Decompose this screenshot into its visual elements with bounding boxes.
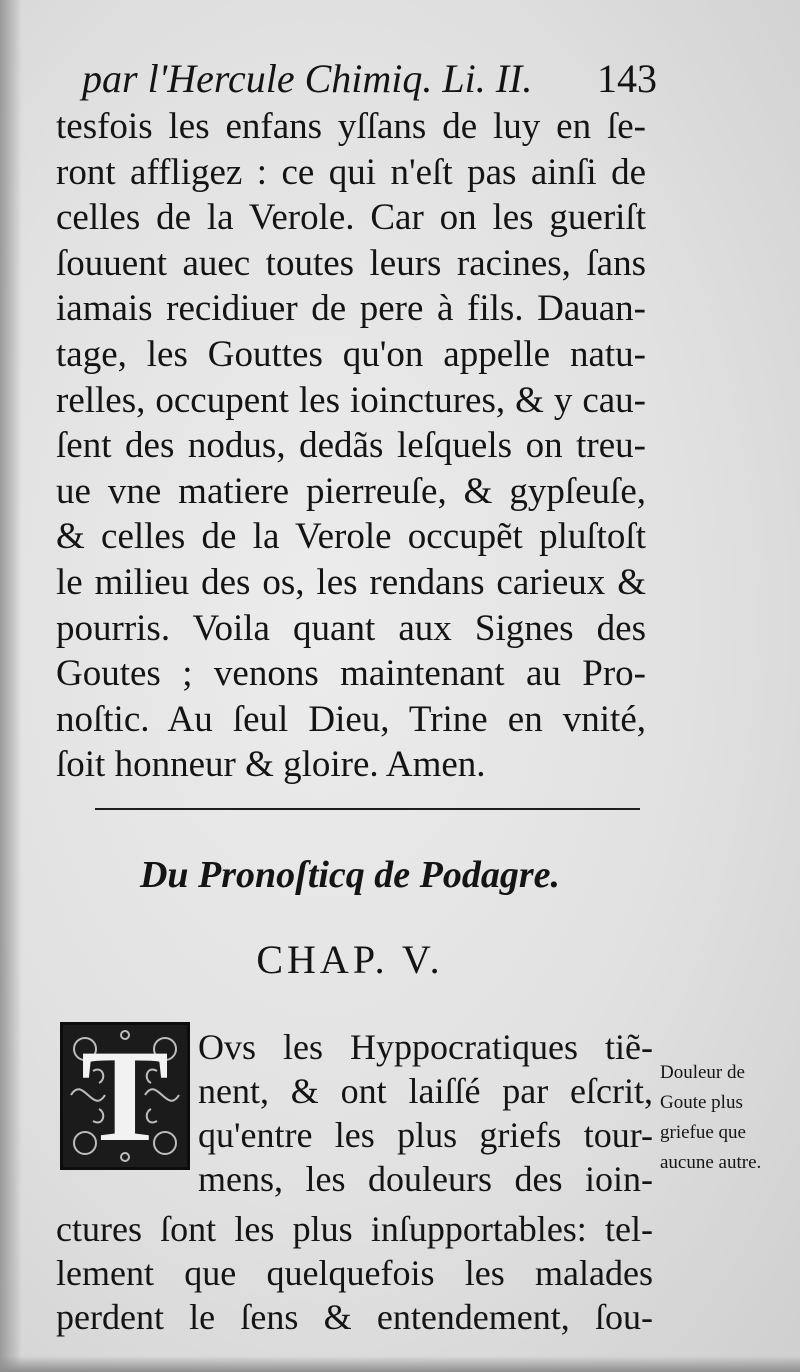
text-line: iamais recidiuer de pere à fils. Dauan- — [56, 288, 646, 330]
text-line: qu'entre les plus griefs tour- — [198, 1115, 653, 1155]
chapter-text-beside-cap — [198, 1025, 653, 1201]
drop-cap-letter: T — [80, 1022, 170, 1169]
gutter-shadow — [0, 0, 22, 1372]
text-line: celles de la Verole. Car on les gueriſt — [56, 197, 646, 239]
text-line: perdent le ſens & entendement, ſou- — [56, 1297, 653, 1337]
text-line: noſtic. Au ſeul Dieu, Trine en vnité, — [56, 698, 646, 740]
ornamental-drop-cap — [60, 1022, 190, 1170]
bottom-edge-shadow — [0, 1356, 800, 1372]
text-line: tage, les Gouttes qu'on appelle natu- — [56, 333, 646, 375]
text-line: Goutes ; venons maintenant au Pro- — [56, 653, 646, 695]
text-line: & celles de la Verole occupẽt pluſtoſt — [56, 516, 646, 558]
chapter-text — [56, 1207, 653, 1339]
section-title: Du Pronoſticq de Podagre. — [139, 854, 561, 896]
margin-note: Douleur de Goute plus griefue que aucune autre. — [660, 1062, 762, 1173]
text-line: pourris. Voila quant aux Signes des — [56, 607, 646, 649]
text-line: ctures ſont les plus inſupportables: tel- — [56, 1209, 653, 1249]
text-line: Ovs les Hyppocratiques tiẽ- — [198, 1027, 653, 1067]
text-line: ſent des nodus, dedãs leſquels on treu- — [56, 425, 646, 467]
text-line: mens, les douleurs des ioin- — [198, 1159, 653, 1199]
running-head-title: par l'Hercule Chimiq. Li. II. — [82, 56, 533, 101]
page-number: 143 — [597, 56, 657, 101]
section-divider — [95, 808, 640, 810]
body-text — [56, 104, 646, 788]
text-line: le milieu des os, les rendans carieux & — [56, 561, 646, 603]
text-line: tesfois les enfans yſſans de luy en ſe- — [56, 106, 646, 147]
text-line: lement que quelquefois les malades — [56, 1253, 653, 1293]
text-line: ront affligez : ce qui n'eſt pas ainſi de — [56, 151, 646, 193]
text-line: ue vne matiere pierreuſe, & gypſeuſe, — [56, 470, 646, 512]
chapter-heading: CHAP. V. — [256, 937, 444, 982]
text-line: ſoit honneur & gloire. Amen. — [56, 744, 486, 786]
text-line: nent, & ont laiſſé par eſcrit, — [198, 1071, 653, 1111]
text-line: ſouuent auec toutes leurs racines, ſans — [56, 242, 646, 284]
text-line: relles, occupent les ioinctures, & y cau- — [56, 379, 646, 421]
running-head — [82, 54, 657, 104]
